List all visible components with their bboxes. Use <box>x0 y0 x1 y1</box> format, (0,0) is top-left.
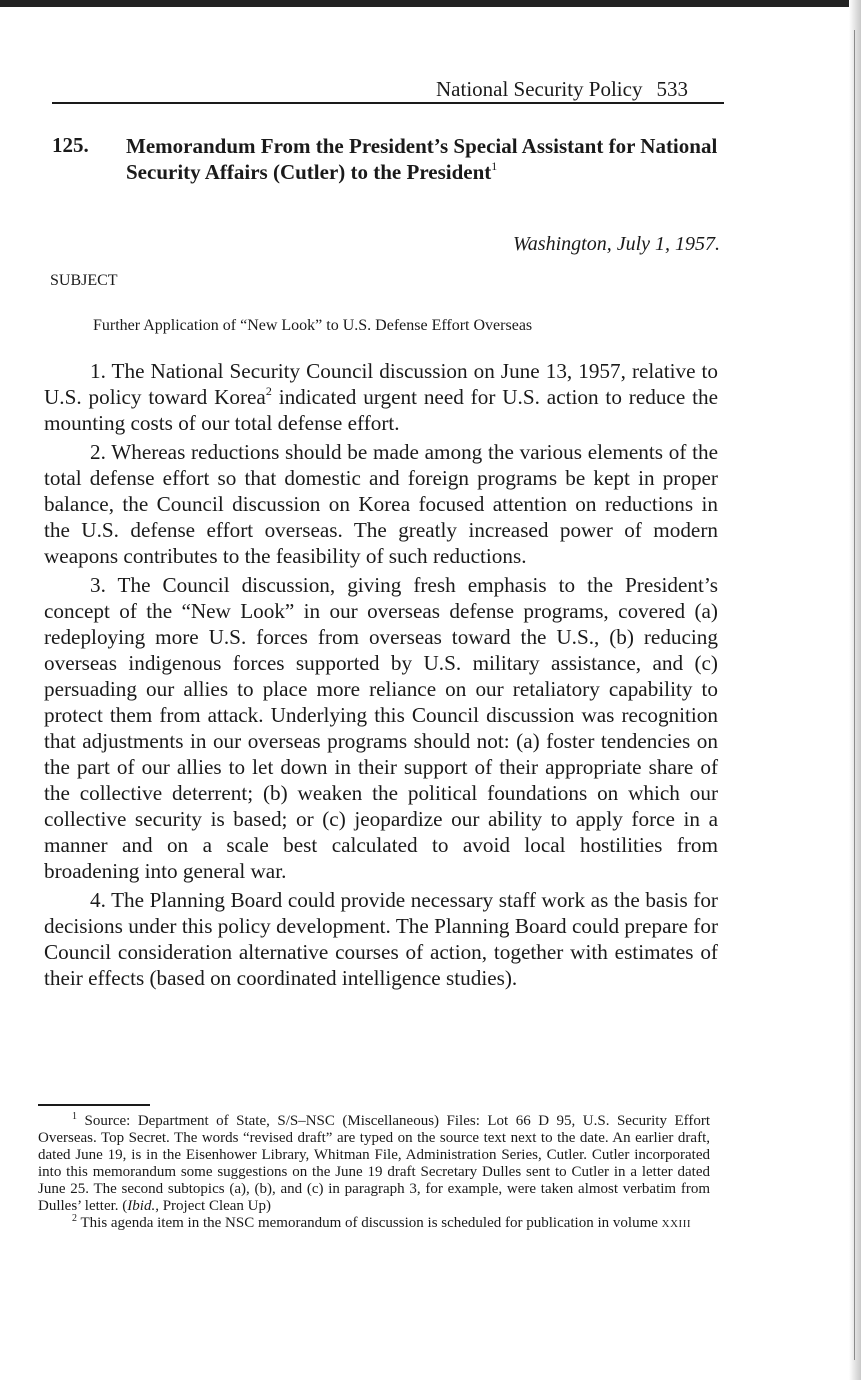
scan-edge-right <box>849 0 861 1380</box>
header-rule <box>52 102 724 104</box>
document-title <box>126 133 726 185</box>
footnote-ref-2: 2 <box>265 384 272 398</box>
paragraph-1 <box>44 358 718 436</box>
footnotes <box>38 1113 710 1233</box>
paragraph-1-text-a: 1. The National Security Council discussion on June 13, 1957, relative to U.S. policy toward Korea <box>44 359 718 409</box>
document-number: 125. <box>52 133 89 157</box>
footnote-2-text: This agenda item in the NSC memorandum of discussion is scheduled for publication in volume <box>80 1215 662 1231</box>
subject-text: Further Application of “New Look” to U.S. Defense Effort Overseas <box>93 317 533 334</box>
footnote-1-end: , Project Clean Up) <box>155 1198 272 1214</box>
footnote-1-ibid: Ibid. <box>127 1198 156 1214</box>
footnote-2-marker: 2 <box>72 1213 77 1224</box>
paragraph-4: 4. The Planning Board could provide necessary staff work as the basis for decisions under this policy development. The Planning Board could prepare for Council consideration alternative courses of action, together with estimates of their effects (based on coordinated intelligence studies). <box>44 888 718 990</box>
running-head <box>436 77 688 102</box>
footnote-2 <box>38 1215 710 1233</box>
scan-edge-top <box>0 0 861 7</box>
memorandum-body <box>44 358 718 994</box>
dateline: Washington, July 1, 1957. <box>512 233 720 255</box>
footnote-ref-1: 1 <box>491 159 498 173</box>
footnote-rule <box>38 1104 150 1106</box>
paragraph-1-text-b: indicated urgent need for U.S. action to reduce the mounting costs of our total defense effort. <box>44 385 718 435</box>
footnote-1-marker: 1 <box>72 1111 77 1122</box>
footnote-1-text: Source: Department of State, S/S–NSC (Miscellaneous) Files: Lot 66 D 95, U.S. Security Effort Overseas. Top Secret. The words “revised draft” are typed on the source text next to the date. An earlier draft, dated June 19, is in the Eisenhower Library, Whitman File, Administration Series, Cutler. Cutler incorporated into this memorandum some suggestions on the June 19 draft Secretary Dulles sent to Cutler in a letter dated June 25. The second subtopics (a), (b), and (c) in paragraph 3, for example, were taken almost verbatim from Dulles’ letter. ( <box>38 1113 710 1214</box>
page-number: 533 <box>656 77 688 101</box>
paragraph-2: 2. Whereas reductions should be made among the various elements of the total defense effort so that domestic and foreign programs be kept in proper balance, the Council discussion on Korea focused attention on reductions in the U.S. defense effort overseas. The greatly increased power of modern weapons contributes to the feasibility of such reductions. <box>44 440 718 568</box>
footnote-1 <box>38 1113 710 1215</box>
subject-label: SUBJECT <box>50 272 118 289</box>
footnote-2-volume: XXIII <box>661 1218 692 1230</box>
paragraph-3: 3. The Council discussion, giving fresh emphasis to the President’s concept of the “New Look” in our overseas defense programs, covered (a) redeploying more U.S. forces from overseas toward the U.S., (b) reducing overseas indigenous forces supported by U.S. military assistance, and (c) persuading our allies to place more reliance on our retaliatory capability to protect them from attack. Underlying this Council discussion was recognition that adjustments in our overseas programs should not: (a) foster tendencies on the part of our allies to let down in their support of their appropriate share of the collective deterrent; (b) weaken the political foundations on which our collective security is based; or (c) jeopardize our ability to apply force in a manner and on a scale best calculated to avoid local hostilities from broadening into general war. <box>44 573 718 883</box>
scan-edge-line <box>854 30 855 1360</box>
document-title-text: Memorandum From the President’s Special Assistant for National Security Affairs (Cutler) to the President <box>126 134 718 184</box>
running-head-title: National Security Policy <box>436 77 643 101</box>
